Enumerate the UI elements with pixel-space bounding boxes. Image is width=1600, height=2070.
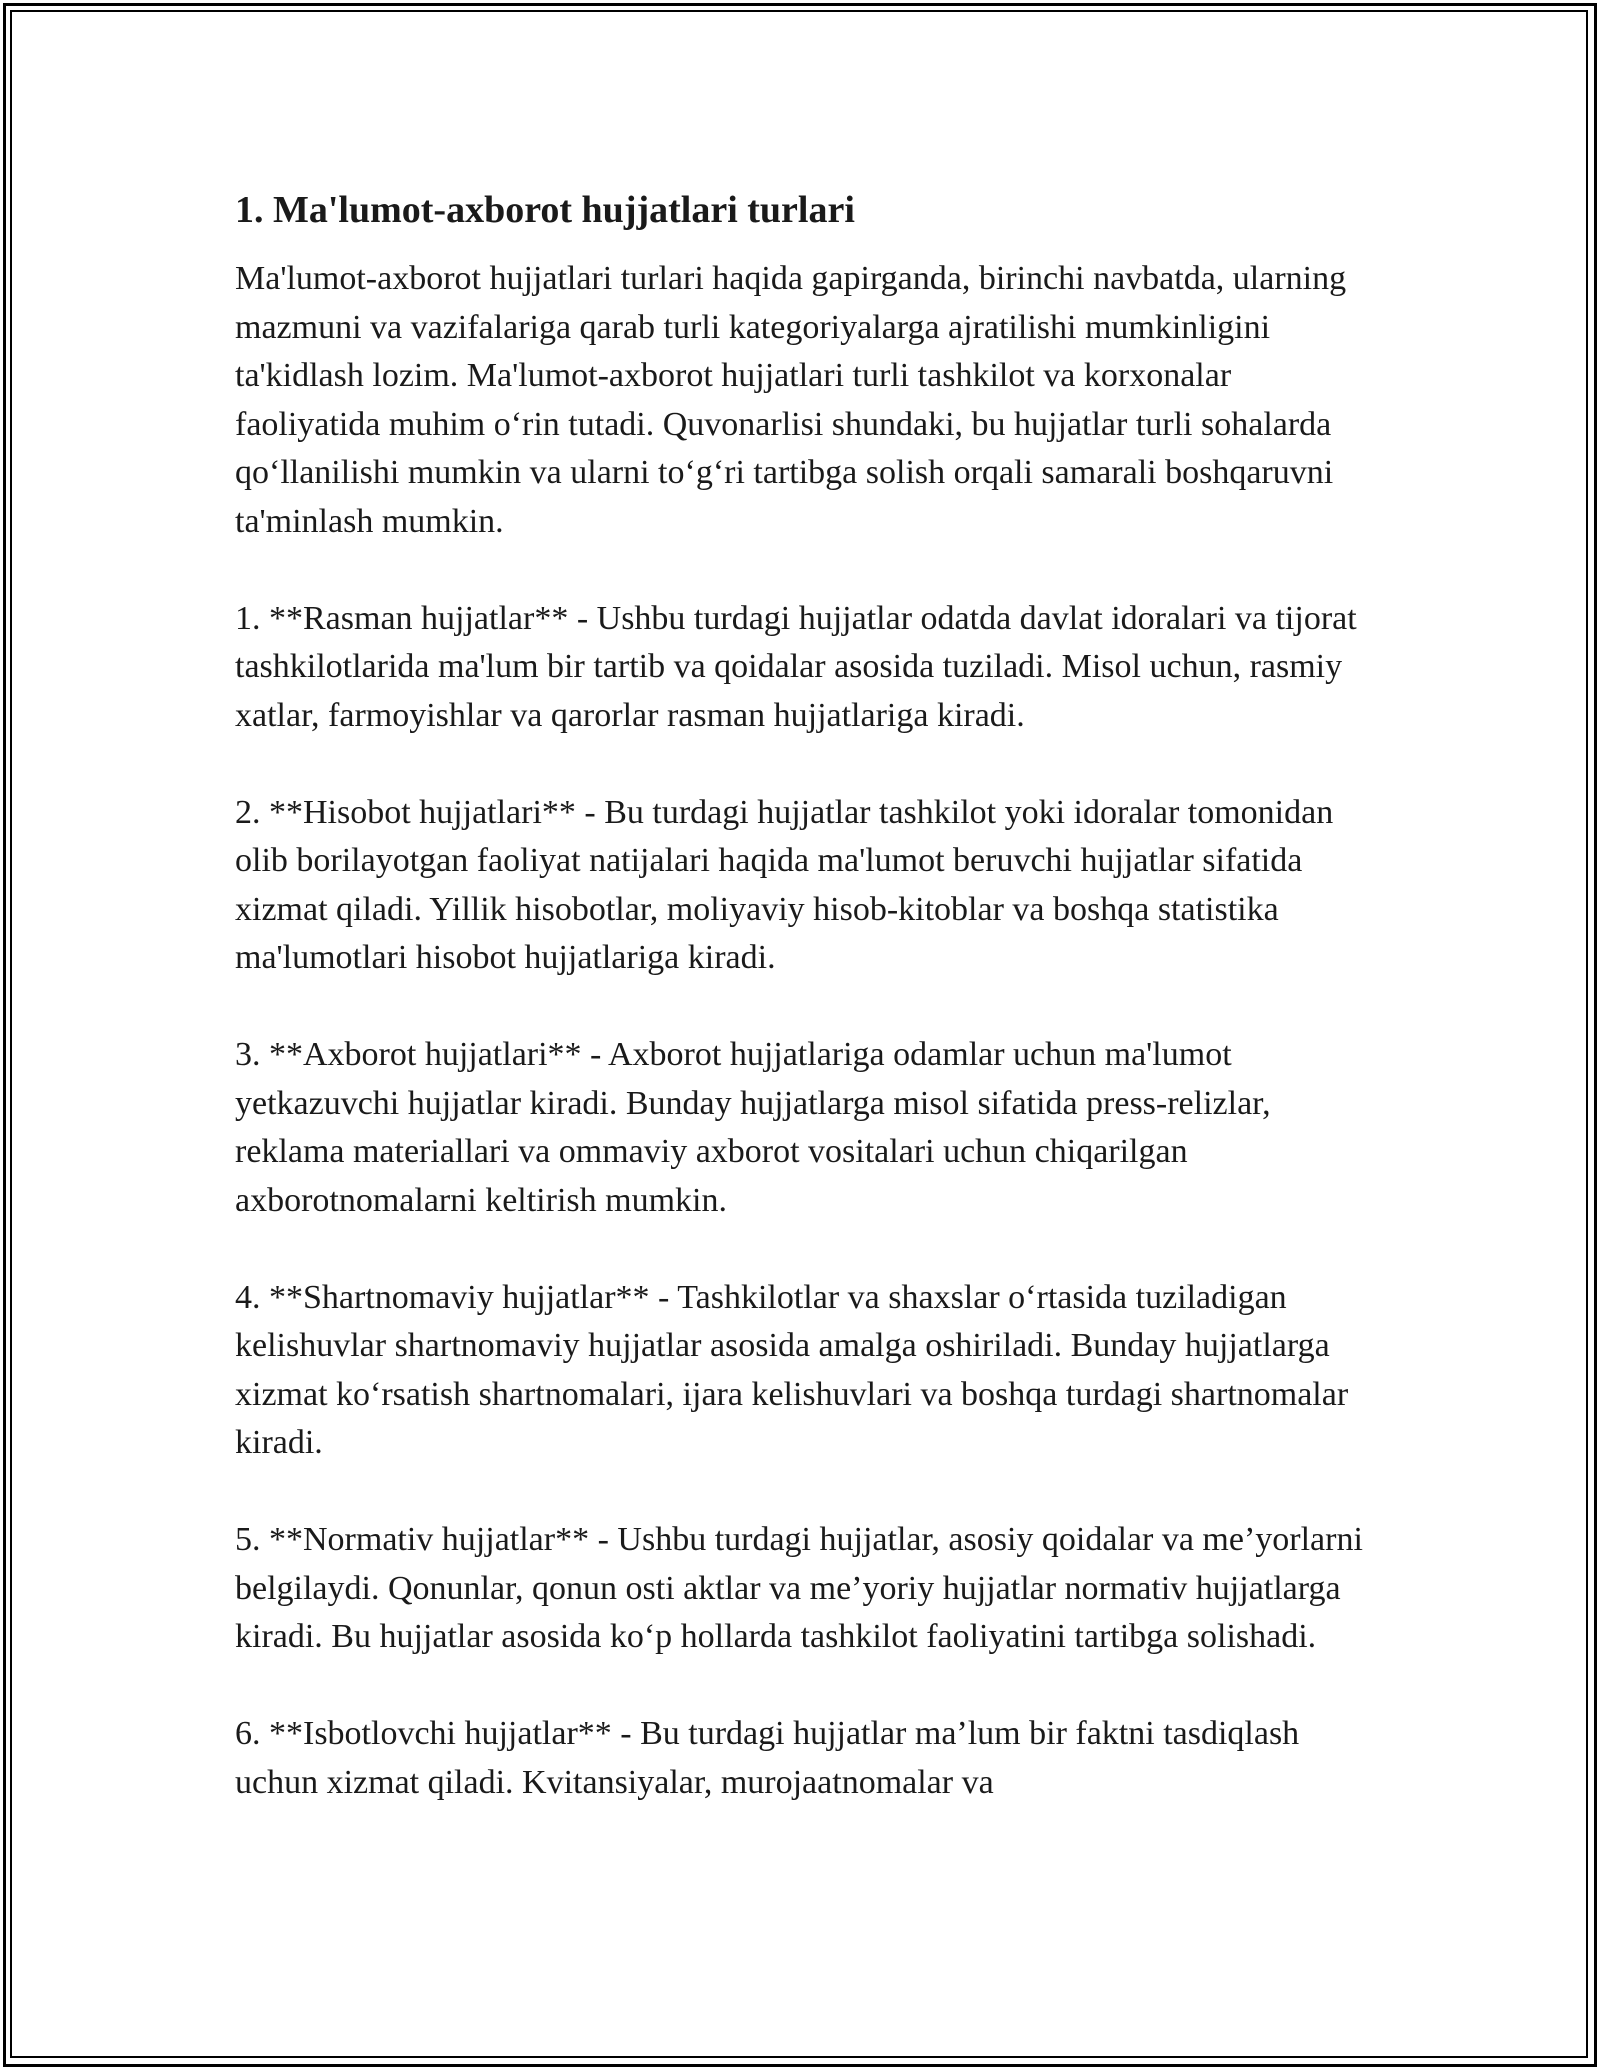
list-item-normativ: 5. **Normativ hujjatlar** - Ushbu turdagi hujjatlar, asosiy qoidalar va me’yorlarni belgilaydi. Qonunlar, qonun osti aktlar va me’yoriy hujjatlar normativ hujjatlarga kiradi. Bu hujjatlar asosida ko‘p hollarda tashkilot faoliyatini tartibga solishadi.	[235, 1521, 1363, 1655]
list-item-shartnomaviy: 4. **Shartnomaviy hujjatlar** - Tashkilotlar va shaxslar o‘rtasida tuziladigan kelishuvlar shartnomaviy hujjatlar asosida amalga oshiriladi. Bunday hujjatlarga xizmat ko‘rsatish shartnomalari, ijara kelishuvlari va boshqa turdagi shartnomalar kiradi.	[235, 1278, 1349, 1461]
section-heading: 1. Ma'lumot-axborot hujjatlari turlari	[235, 189, 855, 231]
list-item-axborot: 3. **Axborot hujjatlari** - Axborot hujjatlariga odamlar uchun ma'lumot yetkazuvchi hujjatlar kiradi. Bunday hujjatlarga misol sifatida press-relizlar, reklama materiallari va ommaviy axborot vositalari uchun chiqarilgan axborotnomalarni keltirish mumkin.	[235, 1036, 1271, 1219]
document-body	[235, 185, 1385, 1856]
list-item-rasman: 1. **Rasman hujjatlar** - Ushbu turdagi hujjatlar odatda davlat idoralari va tijorat tashkilotlarida ma'lum bir tartib va qoidalar asosida tuziladi. Misol uchun, rasmiy xatlar, farmoyishlar va qarorlar rasman hujjatlariga kiradi.	[235, 599, 1357, 734]
list-item-hisobot: 2. **Hisobot hujjatlari** - Bu turdagi hujjatlar tashkilot yoki idoralar tomonidan olib borilayotgan faoliyat natijalari haqida ma'lumot beruvchi hujjatlar sifatida xizmat qiladi. Yillik hisobotlar, moliyaviy hisob-kitoblar va boshqa statistika ma'lumotlari hisobot hujjatlariga kiradi.	[235, 793, 1334, 976]
list-item-isbotlovchi: 6. **Isbotlovchi hujjatlar** - Bu turdagi hujjatlar ma’lum bir faktni tasdiqlash uchun xizmat qiladi. Kvitansiyalar, murojaatnomalar va	[235, 1715, 1300, 1801]
intro-paragraph: Ma'lumot-axborot hujjatlari turlari haqida gapirganda, birinchi navbatda, ularning mazmuni va vazifalariga qarab turli kategoriyalarga ajratilishi mumkinligini ta'kidlash lozim. Ma'lumot-axborot hujjatlari turli tashkilot va korxonalar faoliyatida muhim o‘rin tutadi. Quvonarlisi shundaki, bu hujjatlar turli sohalarda qo‘llanilishi mumkin va ularni to‘g‘ri tartibga solish orqali samarali boshqaruvni ta'minlash mumkin.	[235, 260, 1347, 540]
